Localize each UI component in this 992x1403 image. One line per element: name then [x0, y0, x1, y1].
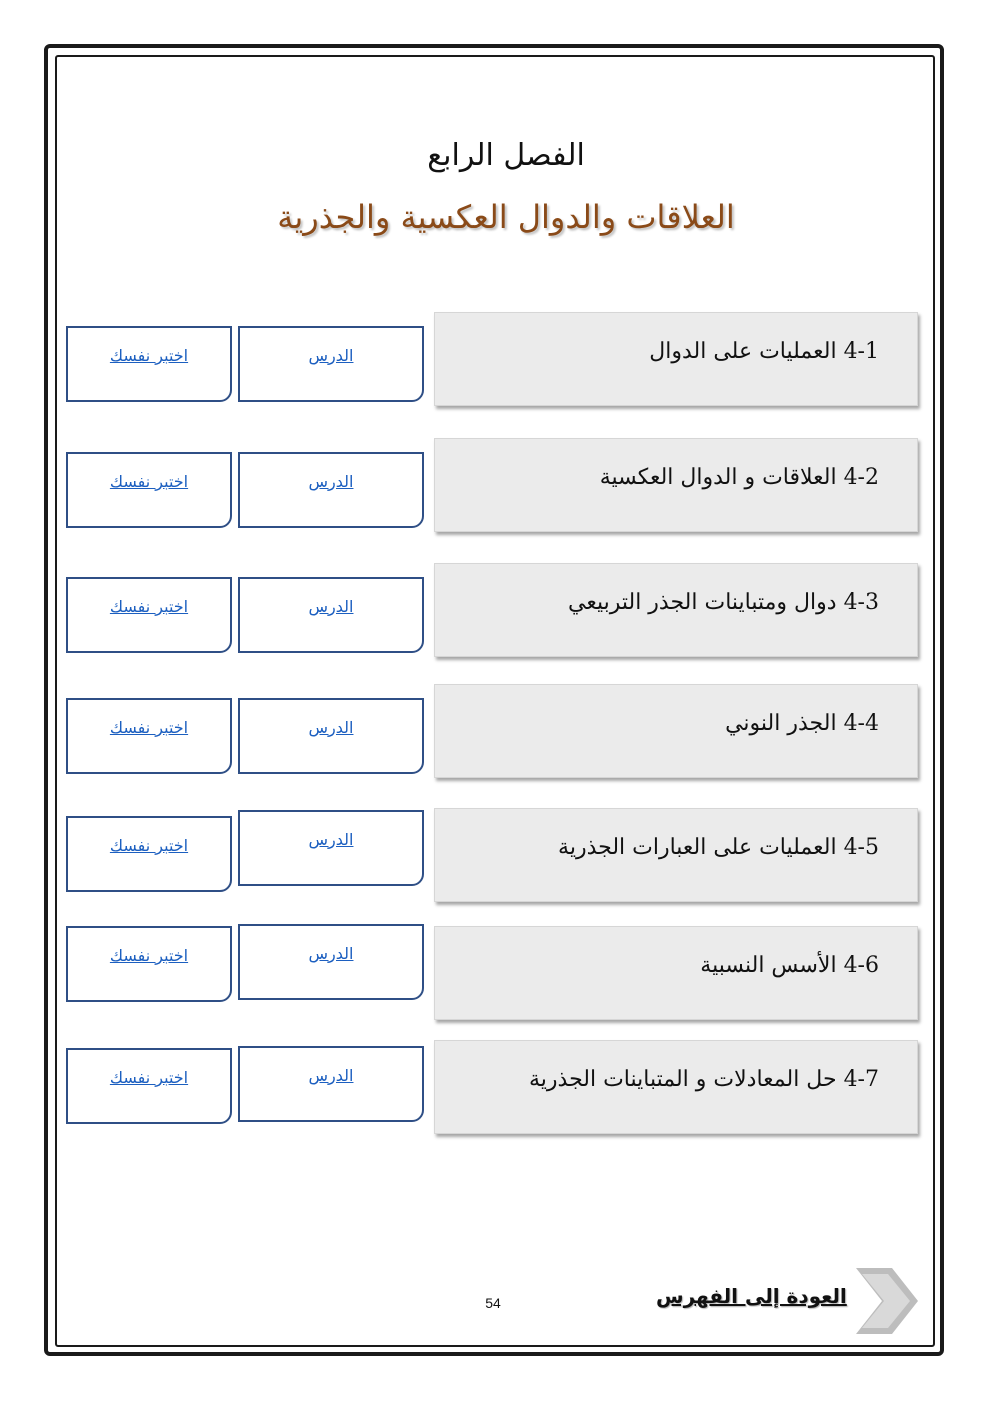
lesson-title: 4-5 العمليات على العبارات الجذرية	[558, 835, 879, 860]
lesson-title: 4-3 دوال ومتباينات الجذر التربيعي	[568, 590, 879, 615]
lesson-link[interactable]: الدرس	[308, 1066, 354, 1085]
lesson-box	[434, 926, 918, 1020]
lesson-box	[434, 563, 918, 657]
lesson-row	[0, 312, 992, 412]
lesson-title: 4-6 الأسس النسبية	[700, 953, 879, 978]
lesson-box	[434, 438, 918, 532]
lesson-title: 4-1 العمليات على الدوال	[649, 339, 879, 364]
lesson-title: 4-4 الجذر النوني	[725, 711, 879, 736]
lesson-row	[0, 1040, 992, 1140]
self-test-link[interactable]: اختبر نفسك	[109, 946, 189, 965]
lesson-row	[0, 926, 992, 1026]
lesson-link[interactable]: الدرس	[308, 346, 354, 365]
lesson-button[interactable]	[238, 810, 424, 886]
self-test-link[interactable]: اختبر نفسك	[109, 836, 189, 855]
lesson-button[interactable]	[238, 452, 424, 528]
lesson-title: 4-2 العلاقات و الدوال العكسية	[599, 465, 879, 490]
lesson-link[interactable]: الدرس	[308, 944, 354, 963]
lesson-button[interactable]	[238, 577, 424, 653]
chapter-title: العلاقات والدوال العكسية والجذرية	[277, 198, 735, 236]
lesson-title: 4-7 حل المعادلات و المتباينات الجذرية	[529, 1067, 879, 1092]
self-test-button[interactable]	[66, 326, 232, 402]
back-to-index-link[interactable]: العودة إلى الفهرس	[656, 1284, 847, 1308]
self-test-button[interactable]	[66, 926, 232, 1002]
self-test-link[interactable]: اختبر نفسك	[109, 1068, 189, 1087]
lesson-button[interactable]	[238, 698, 424, 774]
self-test-link[interactable]: اختبر نفسك	[109, 472, 189, 491]
lesson-row	[0, 808, 992, 908]
lesson-button[interactable]	[238, 326, 424, 402]
self-test-button[interactable]	[66, 816, 232, 892]
lesson-link[interactable]: الدرس	[308, 472, 354, 491]
self-test-link[interactable]: اختبر نفسك	[109, 597, 189, 616]
lesson-box	[434, 312, 918, 406]
self-test-button[interactable]	[66, 452, 232, 528]
self-test-button[interactable]	[66, 1048, 232, 1124]
lesson-box	[434, 808, 918, 902]
lesson-row	[0, 438, 992, 538]
lesson-row	[0, 563, 992, 663]
self-test-link[interactable]: اختبر نفسك	[109, 346, 189, 365]
lesson-button[interactable]	[238, 1046, 424, 1122]
lesson-box	[434, 1040, 918, 1134]
chapter-label: الفصل الرابع	[427, 138, 585, 173]
lesson-button[interactable]	[238, 924, 424, 1000]
lesson-link[interactable]: الدرس	[308, 830, 354, 849]
page-number: 54	[485, 1295, 501, 1311]
self-test-link[interactable]: اختبر نفسك	[109, 718, 189, 737]
self-test-button[interactable]	[66, 577, 232, 653]
lesson-link[interactable]: الدرس	[308, 597, 354, 616]
lesson-box	[434, 684, 918, 778]
chevron-right-icon[interactable]	[852, 1266, 920, 1336]
self-test-button[interactable]	[66, 698, 232, 774]
lesson-link[interactable]: الدرس	[308, 718, 354, 737]
lesson-row	[0, 684, 992, 784]
